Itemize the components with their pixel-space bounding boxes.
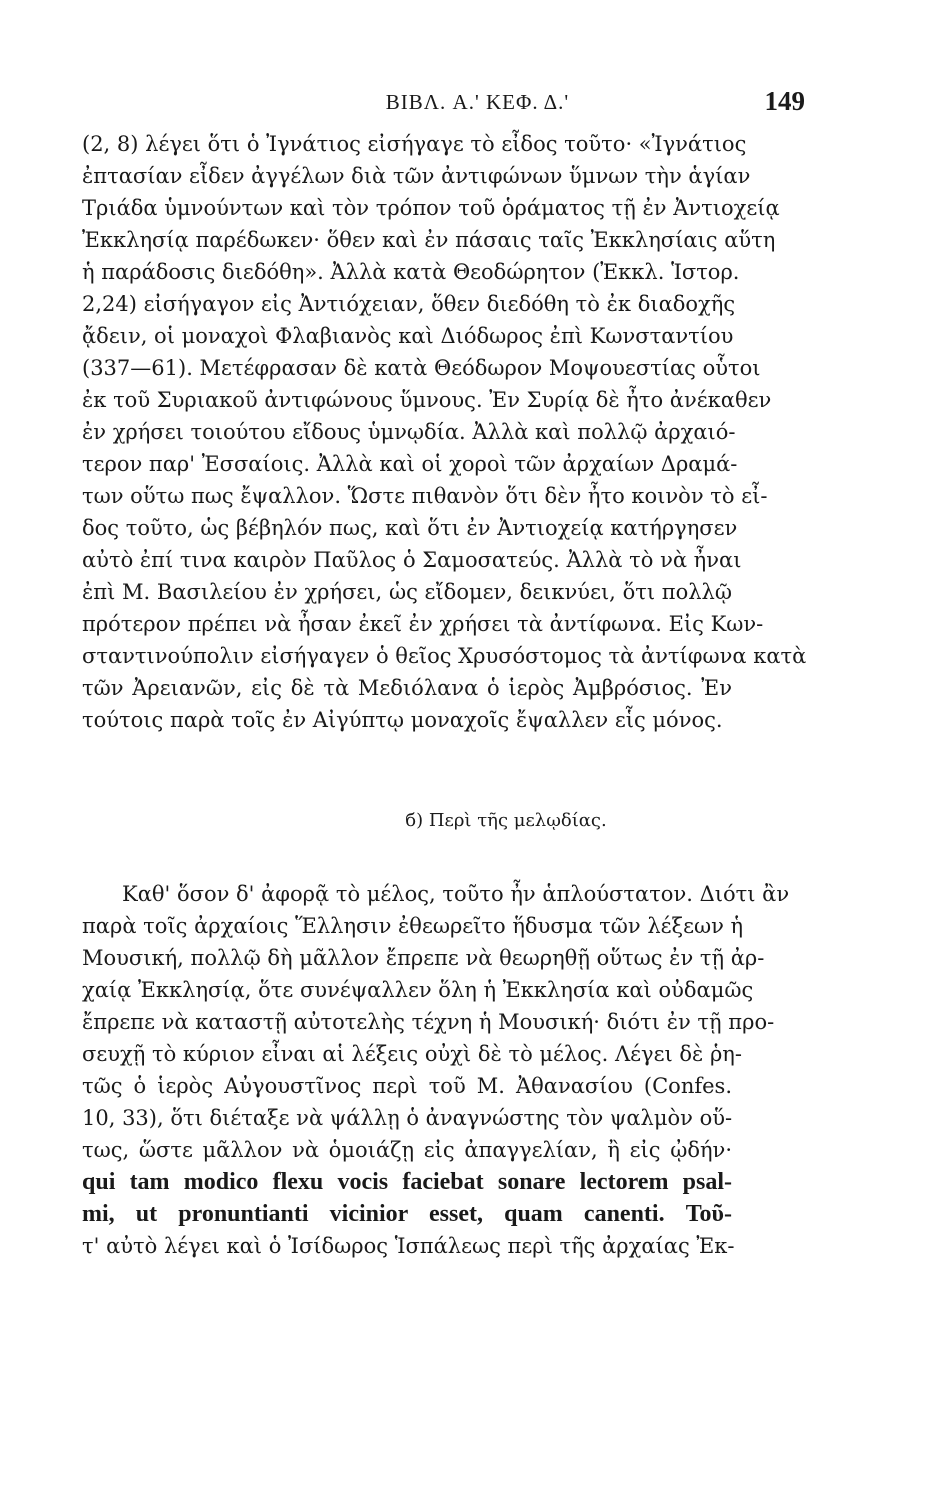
text-line: των οὕτω πως ἔψαλλον. Ὥστε πιθανὸν ὅτι δὲν ἦτο κοινὸν τὸ εἶ-	[82, 484, 768, 508]
text-line: χαίᾳ Ἐκκλησίᾳ, ὅτε συνέψαλλεν ὅλη ἡ Ἐκκλησία καὶ οὐδαμῶς	[82, 978, 754, 1002]
section-heading: б) Περὶ τῆς μελῳδίας.	[405, 810, 607, 831]
text-line: τως, ὥστε μᾶλλον νὰ ὁμοιάζῃ εἰς ἀπαγγελίαν, ἢ εἰς ᾠδήν·	[82, 1138, 732, 1162]
paragraph-antiphons	[82, 128, 807, 736]
text-line: τῶς ὁ ἱερὸς Αὐγουστῖνος περὶ τοῦ Μ. Ἀθανασίου (Confes.	[82, 1074, 732, 1098]
text-line: Καθ' ὅσον δ' ἀφορᾷ τὸ μέλος, τοῦτο ἦν ἁπλούστατον. Διότι ἂν	[122, 882, 790, 906]
text-line: πρότερον πρέπει νὰ ἦσαν ἐκεῖ ἐν χρήσει τὰ ἀντίφωνα. Εἰς Κων-	[82, 612, 764, 636]
text-line: αὐτὸ ἐπί τινα καιρὸν Παῦλος ὁ Σαμοσατεύς. Ἀλλὰ τὸ νὰ ἦναι	[82, 548, 742, 572]
text-line: (337—61). Μετέφρασαν δὲ κατὰ Θεόδωρον Μοψουεστίας οὗτοι	[82, 356, 761, 380]
text-line: ᾄδειν, οἱ μοναχοὶ Φλαβιανὸς καὶ Διόδωρος ἐπὶ Κωνσταντίου	[82, 324, 734, 348]
text-line: τερον παρ' Ἐσσαίοις. Ἀλλὰ καὶ οἱ χοροὶ τῶν ἀρχαίων Δραμά-	[82, 452, 738, 476]
text-line: 10, 33), ὅτι διέταξε νὰ ψάλλῃ ὁ ἀναγνώστης τὸν ψαλμὸν οὕ-	[82, 1106, 733, 1130]
text-line: ἐπὶ Μ. Βασιλείου ἐν χρήσει, ὡς εἴδομεν, δεικνύει, ὅτι πολλῷ	[82, 580, 732, 604]
page-header	[150, 86, 805, 126]
text-line: (2, 8) λέγει ὅτι ὁ Ἰγνάτιος εἰσήγαγε τὸ εἶδος τοῦτο· «Ἰγνάτιος	[82, 132, 747, 156]
text-line: παρὰ τοῖς ἀρχαίοις Ἕλλησιν ἐθεωρεῖτο ἥδυσμα τῶν λέξεων ἡ	[82, 914, 744, 938]
text-line: ἔπρεπε νὰ καταστῇ αὐτοτελὴς τέχνη ἡ Μουσική· διότι ἐν τῇ προ-	[82, 1010, 775, 1034]
page-number: 149	[764, 86, 805, 116]
text-line: Τριάδα ὑμνούντων καὶ τὸν τρόπον τοῦ ὁράματος τῇ ἐν Ἀντιοχείᾳ	[82, 196, 780, 220]
text-line: τ' αὐτὸ λέγει καὶ ὁ Ἰσίδωρος Ἱσπάλεως περὶ τῆς ἀρχαίας Ἐκ-	[82, 1234, 735, 1258]
text-line: Μουσική, πολλῷ δὴ μᾶλλον ἔπρεπε νὰ θεωρηθῇ οὕτως ἐν τῇ ἀρ-	[82, 946, 765, 970]
text-line: τούτοις παρὰ τοῖς ἐν Αἰγύπτῳ μοναχοῖς ἔψαλλεν εἷς μόνος.	[82, 708, 723, 732]
paragraph-melody	[82, 878, 790, 1262]
text-line: σευχῇ τὸ κύριον εἶναι αἱ λέξεις οὐχὶ δὲ τὸ μέλος. Λέγει δὲ ῥη-	[82, 1042, 742, 1066]
text-line: σταντινούπολιν εἰσήγαγεν ὁ θεῖος Χρυσόστομος τὰ ἀντίφωνα κατὰ	[82, 644, 807, 668]
text-line: ἐπτασίαν εἶδεν ἀγγέλων διὰ τῶν ἀντιφώνων ὕμνων τὴν ἁγίαν	[82, 164, 751, 188]
running-head: BIBΛ. A.' KEΦ. Δ.'	[385, 90, 570, 114]
text-line: ἐν χρήσει τοιούτου εἴδους ὑμνῳδία. Ἀλλὰ καὶ πολλῷ ἀρχαιό-	[82, 420, 736, 444]
text-line: ἡ παράδοσις διεδόθη». Ἀλλὰ κατὰ Θεοδώρητον (Ἐκκλ. Ἱστορ.	[82, 260, 740, 284]
text-line: ἐκ τοῦ Συριακοῦ ἀντιφώνους ὕμνους. Ἐν Συρίᾳ δὲ ἦτο ἀνέκαθεν	[82, 388, 772, 412]
text-line: δος τοῦτο, ὡς βέβηλόν πως, καὶ ὅτι ἐν Ἀντιοχείᾳ κατήργησεν	[82, 516, 738, 540]
latin-quote-line: mi, ut pronuntianti vicinior esset, quam canenti. Τοῦ-	[82, 1201, 732, 1227]
text-line: Ἐκκλησίᾳ παρέδωκεν· ὅθεν καὶ ἐν πάσαις ταῖς Ἐκκλησίαις αὕτη	[82, 228, 776, 252]
text-line: τῶν Ἀρειανῶν, εἰς δὲ τὰ Μεδιόλανα ὁ ἱερὸς Ἀμβρόσιος. Ἐν	[82, 676, 732, 700]
latin-quote-line: qui tam modico flexu vocis faciebat sonare lectorem psal-	[82, 1169, 732, 1195]
text-line: 2,24) εἰσήγαγον εἰς Ἀντιόχειαν, ὅθεν διεδόθη τὸ ἐκ διαδοχῆς	[82, 292, 736, 316]
